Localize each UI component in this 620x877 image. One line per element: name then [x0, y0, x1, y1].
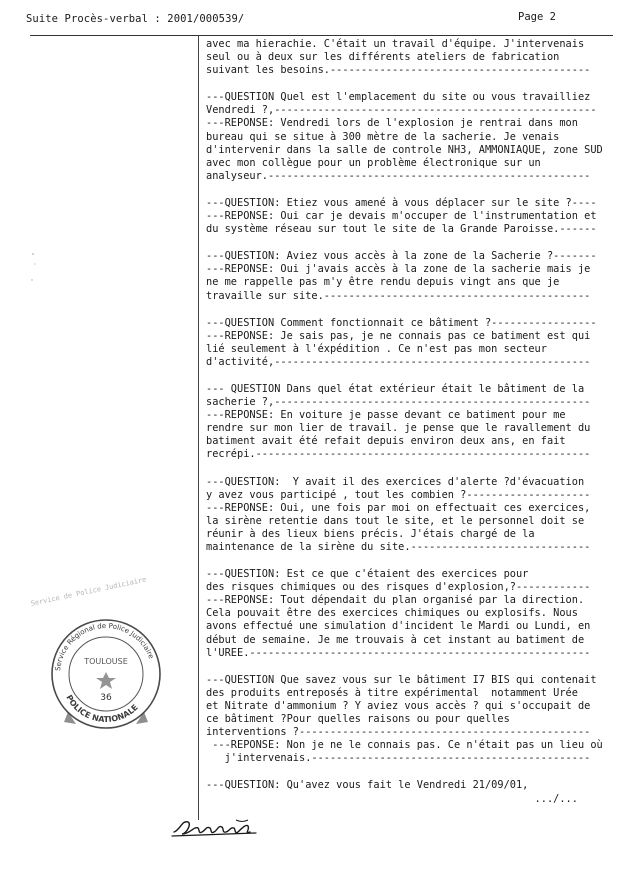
text-line: avec mon collègue pour un problème électronique sur un: [206, 156, 541, 169]
paragraph-gap: [206, 369, 614, 383]
text-line: ---QUESTION Quel est l'emplacement du site ou vous travailliez: [206, 91, 591, 104]
text-line: début de semaine. Je me trouvais à cet instant au batiment de: [206, 633, 585, 646]
text-line: ---QUESTION: Etiez vous amené à vous déplacer sur le site ?----: [206, 196, 597, 209]
page-number: Page 2: [518, 11, 556, 23]
text-line: ---REPONSE: Oui car je devais m'occuper de l'instrumentation et: [206, 210, 597, 223]
text-line: ---QUESTION Comment fonctionnait ce bâtiment ?-----------------: [206, 316, 597, 329]
text-line: j'intervenais.---------------------------------------------: [206, 752, 591, 765]
paragraph-gap: [206, 236, 614, 250]
police-stamp-icon: [46, 612, 166, 734]
text-line: ---QUESTION: Y avait il des exercices d'alerte ?d'évacuation: [206, 475, 585, 488]
text-line: travaille sur site.-------------------------------------------: [206, 289, 591, 302]
stamp-bottom-text: POLICE NATIONALE: [64, 693, 140, 725]
paragraph-gap: [206, 462, 614, 476]
text-line: ---QUESTION Que savez vous sur le bâtiment I7 BIS qui contenait: [206, 673, 597, 686]
text-line: des risques chimiques ou des risques d'explosion,?------------: [206, 581, 591, 594]
text-line: ---REPONSE: Je sais pas, je ne connais pas ce batiment est qui: [206, 329, 591, 342]
text-line: des produits entreposés à titre expérimental notamment Urée: [206, 686, 578, 699]
text-line: maintenance de la sirène du site.-----------------------------: [206, 541, 591, 553]
text-line: seul ou à deux sur les différents ateliers de fabrication: [206, 51, 560, 64]
text-line: y avez vous participé , tout les combien ?--------------------: [206, 488, 591, 501]
statement-body: [206, 38, 614, 806]
text-line: la sirène retentie dans tout le site, et le personnel doit se: [206, 514, 585, 527]
text-line: batiment avait été refait depuis environ deux ans, en fait: [206, 435, 566, 448]
stamp-city: TOULOUSE: [84, 657, 128, 666]
signature-icon: [170, 810, 270, 842]
text-line: ---QUESTION: Qu'avez vous fait le Vendredi 21/09/01,: [206, 779, 529, 792]
paragraph-gap: [206, 303, 614, 317]
text-line: .../...: [206, 792, 578, 805]
text-line: recrépi.------------------------------------------------------: [206, 448, 591, 461]
paragraph-gap: [206, 77, 614, 91]
text-line: ---QUESTION: Est ce que c'étaient des exercices pour: [206, 568, 529, 581]
text-line: ne me rappelle pas m'y être rendu depuis vingt ans que je: [206, 276, 560, 289]
header-divider: [30, 35, 613, 36]
text-line: et Nitrate d'ammonium ? Y aviez vous accès ? qui s'occupait de: [206, 699, 591, 712]
text-line: du système réseau sur tout le site de la Grande Paroisse.------: [206, 223, 597, 236]
paragraph-gap: [206, 183, 614, 197]
text-line: d'intervenir dans la salle de controle NH3, AMMONIAQUE, zone SUD: [206, 143, 603, 156]
document-title: Suite Procès-verbal : 2001/000539/: [26, 13, 245, 25]
text-line: Vendredi ?,----------------------------------------------------: [206, 104, 597, 117]
stamp-number: 36: [100, 693, 112, 703]
text-line: d'activité,---------------------------------------------------: [206, 355, 591, 368]
text-line: suivant les besoins.------------------------------------------: [206, 64, 591, 77]
text-line: l'UREE.-------------------------------------------------------: [206, 646, 591, 659]
text-line: --- QUESTION Dans quel état extérieur était le bâtiment de la: [206, 382, 585, 395]
paragraph-gap: [206, 554, 614, 568]
text-line: ---REPONSE: En voiture je passe devant ce batiment pour me: [206, 409, 566, 422]
text-line: ce bâtiment ?Pour quelles raisons ou pour quelles: [206, 713, 510, 726]
text-line: rendre sur mon lier de travail. je pense que le ravallement du: [206, 422, 591, 435]
text-line: sacherie ?,---------------------------------------------------: [206, 396, 591, 409]
text-line: ---QUESTION: Aviez vous accès à la zone de la Sacherie ?-------: [206, 250, 597, 263]
margin-divider: [198, 36, 199, 820]
paragraph-gap: [206, 660, 614, 674]
text-line: avons effectué une simulation d'incident le Mardi ou Lundi, en: [206, 620, 591, 633]
faint-margin-text: Service de Police Judiciaire: [30, 575, 148, 608]
text-line: ---REPONSE: Oui, une fois par moi on effectuait ces exercices,: [206, 501, 591, 514]
text-line: interventions ?-----------------------------------------------: [206, 726, 591, 739]
text-line: ---REPONSE: Tout dépendait du plan organisé par la direction.: [206, 594, 585, 607]
text-line: ---REPONSE: Vendredi lors de l'explosion je rentrai dans mon: [206, 117, 578, 130]
text-line: analyseur.----------------------------------------------------: [206, 169, 591, 182]
stamp-top-text: Service Régional de Police Judiciaire: [54, 621, 156, 672]
paragraph-gap: [206, 765, 614, 779]
text-line: avec ma hierachie. C'était un travail d'équipe. J'intervenais: [206, 38, 585, 50]
text-line: bureau qui se situe à 300 mètre de la sacherie. Je venais: [206, 130, 560, 143]
margin-specks: [30, 250, 40, 290]
text-line: ---REPONSE: Oui j'avais accès à la zone de la sacherie mais je: [206, 263, 591, 276]
text-line: Cela pouvait être des exercices chimiques ou explosifs. Nous: [206, 607, 578, 620]
text-line: lié seulement à l'éxpédition . Ce n'est pas mon secteur: [206, 342, 547, 355]
text-line: ---REPONSE: Non je ne le connais pas. Ce n'était pas un lieu où: [206, 739, 603, 752]
text-line: réunir à des lieux biens précis. J'étais chargé de la: [206, 527, 535, 540]
